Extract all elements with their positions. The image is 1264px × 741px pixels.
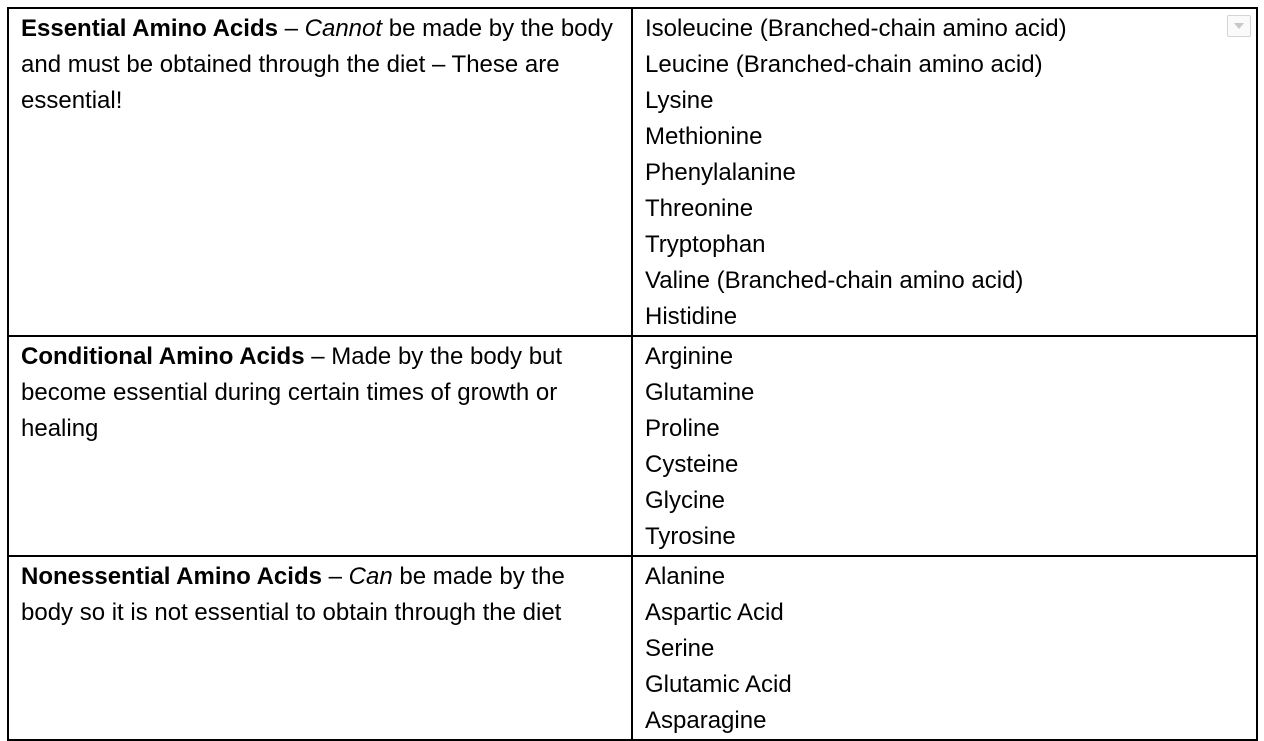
category-name-nonessential: Nonessential Amino Acids [21,563,322,590]
amino-acid-item: Proline [645,415,720,442]
table-row-essential [8,8,1257,336]
amino-acid-item: Phenylalanine [645,159,796,186]
amino-acid-item: Methionine [645,123,763,150]
amino-acid-item: Serine [645,635,715,662]
category-description-nonessential: be made by the body so it is not essential to obtain through the diet [21,563,565,626]
amino-acid-item: Valine (Branched-chain amino acid) [645,267,1024,294]
category-emphasis-nonessential: Can [348,563,393,590]
category-separator: – [321,563,349,590]
amino-acid-item: Glutamic Acid [645,671,792,698]
amino-acid-item: Leucine (Branched-chain amino acid) [645,51,1043,78]
category-description-conditional: Made by the body but become essential during certain times of growth or healing [21,343,563,442]
category-cell-conditional [8,336,632,556]
amino-acid-item: Threonine [645,195,754,222]
amino-acid-item: Glycine [645,487,726,514]
amino-acid-item: Glutamine [645,379,755,406]
category-emphasis-essential: Cannot [304,15,383,42]
chevron-down-icon [1233,22,1245,30]
amino-acid-item: Histidine [645,303,738,330]
amino-acid-item: Cysteine [645,451,739,478]
amino-acid-item: Arginine [645,343,734,370]
amino-acid-item: Aspartic Acid [645,599,784,626]
category-cell-essential [8,8,632,336]
acids-cell-conditional [632,336,1257,556]
amino-acid-item: Tryptophan [645,231,766,258]
amino-acid-item: Asparagine [645,707,767,734]
category-name-conditional: Conditional Amino Acids [21,343,305,370]
amino-acid-item: Tyrosine [645,523,736,550]
acids-cell-essential [632,8,1257,336]
amino-acid-item: Isoleucine (Branched-chain amino acid) [645,15,1067,42]
category-name-essential: Essential Amino Acids [21,15,278,42]
table-row-conditional [8,336,1257,556]
table-row-nonessential [8,556,1257,740]
amino-acid-item: Lysine [645,87,714,114]
acids-cell-nonessential [632,556,1257,740]
category-cell-nonessential [8,556,632,740]
category-separator: – [304,343,332,370]
category-separator: – [277,15,305,42]
amino-acid-item: Alanine [645,563,726,590]
category-description-essential: be made by the body and must be obtained through the diet – These are essential! [21,15,613,114]
amino-acids-table [7,7,1258,741]
table-dropdown-button[interactable] [1227,15,1251,37]
